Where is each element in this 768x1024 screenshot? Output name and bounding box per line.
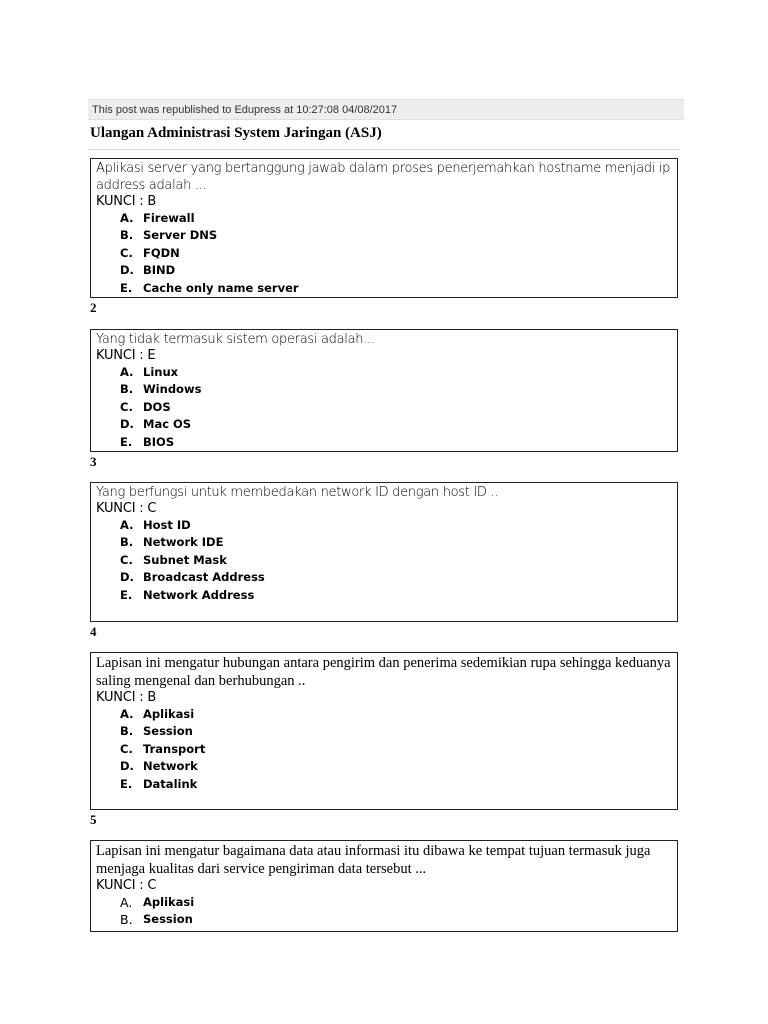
question-text: Lapisan ini mengatur hubungan antara pengirim dan penerima sedemikian rupa sehingga keduanya saling mengenal dan berhubungan .. xyxy=(96,655,671,689)
option-label: Broadcast Address xyxy=(143,570,265,585)
option-letter: B. xyxy=(120,535,134,550)
option-label: Network IDE xyxy=(143,535,224,550)
option-item xyxy=(96,262,672,279)
option-item xyxy=(96,706,672,723)
option-letter: B. xyxy=(120,382,134,397)
question-text: Lapisan ini mengatur bagaimana data atau informasi itu dibawa ke tempat tujuan termasuk juga menjaga kualitas dari service pengiriman data tersebut ... xyxy=(96,843,651,877)
option-letter: C. xyxy=(120,245,133,260)
option-letter: D. xyxy=(120,417,134,432)
option-label: Session xyxy=(143,912,193,927)
option-item xyxy=(96,364,672,381)
answer-key: KUNCI : B xyxy=(96,194,157,209)
page-title: Ulangan Administrasi System Jaringan (ASJ) xyxy=(90,125,382,141)
option-label: Subnet Mask xyxy=(143,552,227,567)
option-label: DOS xyxy=(143,399,171,414)
option-letter: B. xyxy=(120,724,134,739)
option-item xyxy=(96,723,672,740)
question-text: Yang tidak termasuk sistem operasi adalah... xyxy=(96,332,375,347)
option-letter: B. xyxy=(120,228,134,243)
option-item xyxy=(96,210,672,227)
option-item xyxy=(96,517,672,534)
question-number: 4 xyxy=(90,624,97,639)
option-label: Aplikasi xyxy=(143,707,195,721)
question-box-4 xyxy=(90,652,678,810)
option-item xyxy=(96,399,672,416)
question-box-3 xyxy=(90,482,678,622)
option-item xyxy=(96,280,672,297)
option-letter: D. xyxy=(120,570,134,585)
option-letter: A. xyxy=(120,707,134,721)
question-number: 5 xyxy=(90,812,97,827)
option-letter: A. xyxy=(120,518,134,532)
option-item xyxy=(96,245,672,262)
question-box-1 xyxy=(90,158,678,298)
option-item xyxy=(96,552,672,569)
option-item xyxy=(96,758,672,775)
option-label: Windows xyxy=(143,382,202,397)
question-number: 2 xyxy=(90,300,97,315)
option-item xyxy=(96,587,672,604)
option-item xyxy=(96,434,672,451)
option-letter: D. xyxy=(120,759,134,774)
option-label: Network xyxy=(143,759,198,774)
option-item xyxy=(96,534,672,551)
option-letter: A. xyxy=(120,895,133,910)
question-text: Yang berfungsi untuk membedakan network ID dengan host ID .. xyxy=(96,485,499,500)
option-item xyxy=(96,569,672,586)
option-label: Mac OS xyxy=(143,417,192,432)
option-item xyxy=(96,416,672,433)
option-letter: C. xyxy=(120,741,133,756)
option-label: BIOS xyxy=(143,434,175,449)
option-letter: A. xyxy=(120,211,134,225)
option-letter: B. xyxy=(120,912,133,928)
option-letter: E. xyxy=(120,776,133,791)
question-number: 3 xyxy=(90,454,97,469)
option-item xyxy=(96,776,672,793)
option-letter: E. xyxy=(120,280,133,295)
option-item xyxy=(96,381,672,398)
answer-key: KUNCI : B xyxy=(96,690,157,705)
question-text: Aplikasi server yang bertanggung jawab dalam proses penerjemahkan hostname menjadi ip address adalah ... xyxy=(96,161,671,193)
option-letter: E. xyxy=(120,434,133,449)
option-letter: E. xyxy=(120,587,133,602)
option-label: Datalink xyxy=(143,776,198,791)
option-label: Network Address xyxy=(143,587,255,602)
republish-banner: This post was republished to Edupress at 10:27:08 04/08/2017 xyxy=(88,99,684,120)
answer-key: KUNCI : C xyxy=(96,501,157,516)
option-item xyxy=(96,894,672,911)
question-box-5 xyxy=(90,840,678,932)
question-box-2 xyxy=(90,329,678,452)
option-letter: D. xyxy=(120,263,134,278)
answer-key: KUNCI : E xyxy=(96,348,156,363)
option-item xyxy=(96,741,672,758)
option-item xyxy=(96,227,672,244)
option-label: Server DNS xyxy=(143,228,218,243)
option-letter: C. xyxy=(120,552,133,567)
option-letter: C. xyxy=(120,399,133,414)
option-label: Linux xyxy=(143,365,179,379)
title-divider xyxy=(88,149,680,150)
option-item xyxy=(96,911,672,928)
option-label: BIND xyxy=(143,263,176,278)
option-label: Cache only name server xyxy=(143,280,299,295)
option-label: FQDN xyxy=(143,245,180,260)
option-label: Aplikasi xyxy=(143,895,195,909)
option-label: Transport xyxy=(143,741,206,756)
option-label: Session xyxy=(143,724,193,739)
option-letter: A. xyxy=(120,365,134,379)
option-label: Firewall xyxy=(143,211,195,225)
answer-key: KUNCI : C xyxy=(96,878,157,893)
option-label: Host ID xyxy=(143,518,191,532)
